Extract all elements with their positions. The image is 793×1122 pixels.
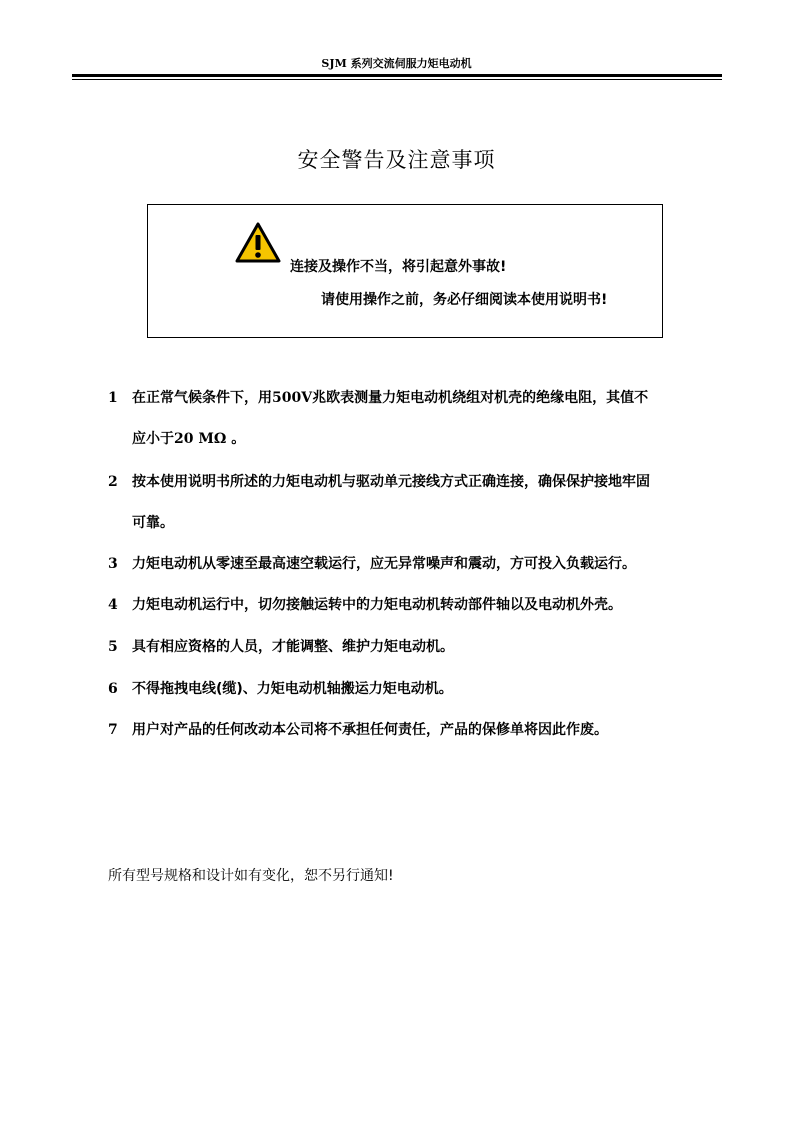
item-voltage: 500V <box>272 390 313 406</box>
item-text-part: 在正常气候条件下，用 <box>132 390 272 406</box>
item-text: 不得拖拽电线(缆)、力矩电动机轴搬运力矩电动机。 <box>132 681 453 697</box>
item-text-continued <box>132 429 245 449</box>
item-number: 7 <box>108 722 118 738</box>
warning-line-2: 请使用操作之前，务必仔细阅读本使用说明书! <box>321 292 608 308</box>
warning-box <box>147 204 663 338</box>
warning-line-1: 连接及操作不当，将引起意外事故! <box>290 259 507 275</box>
item-text: 力矩电动机运行中，切勿接触运转中的力矩电动机转动部件轴以及电动机外壳。 <box>132 597 622 613</box>
item-text-part: 。 <box>226 431 246 447</box>
item-text <box>132 388 648 408</box>
running-header: SJM 系列交流伺服力矩电动机 <box>321 57 472 70</box>
header-rule-thin <box>72 79 722 80</box>
item-text: 按本使用说明书所述的力矩电动机与驱动单元接线方式正确连接，确保保护接地牢固 <box>132 474 650 490</box>
header-rule-thick <box>72 74 722 77</box>
item-text-part: 应小于 <box>132 431 174 447</box>
footer-note: 所有型号规格和设计如有变化，恕不另行通知! <box>108 868 394 884</box>
item-text: 力矩电动机从零速至最高速空载运行，应无异常噪声和震动，方可投入负载运行。 <box>132 556 636 572</box>
item-text: 具有相应资格的人员，才能调整、维护力矩电动机。 <box>132 639 454 655</box>
item-number: 4 <box>108 597 118 613</box>
item-number: 5 <box>108 639 118 655</box>
item-resistance: 20 MΩ <box>174 431 227 447</box>
item-number: 2 <box>108 474 118 490</box>
item-text: 用户对产品的任何改动本公司将不承担任何责任，产品的保修单将因此作废。 <box>132 722 608 738</box>
page-title: 安全警告及注意事项 <box>297 148 496 172</box>
item-text-continued: 可靠。 <box>132 515 174 531</box>
warning-triangle-icon <box>234 221 282 265</box>
item-number: 3 <box>108 556 118 572</box>
item-text-part: 兆欧表测量力矩电动机绕组对机壳的绝缘电阻，其值不 <box>312 390 649 406</box>
item-number: 1 <box>108 390 118 406</box>
item-number: 6 <box>108 681 118 697</box>
